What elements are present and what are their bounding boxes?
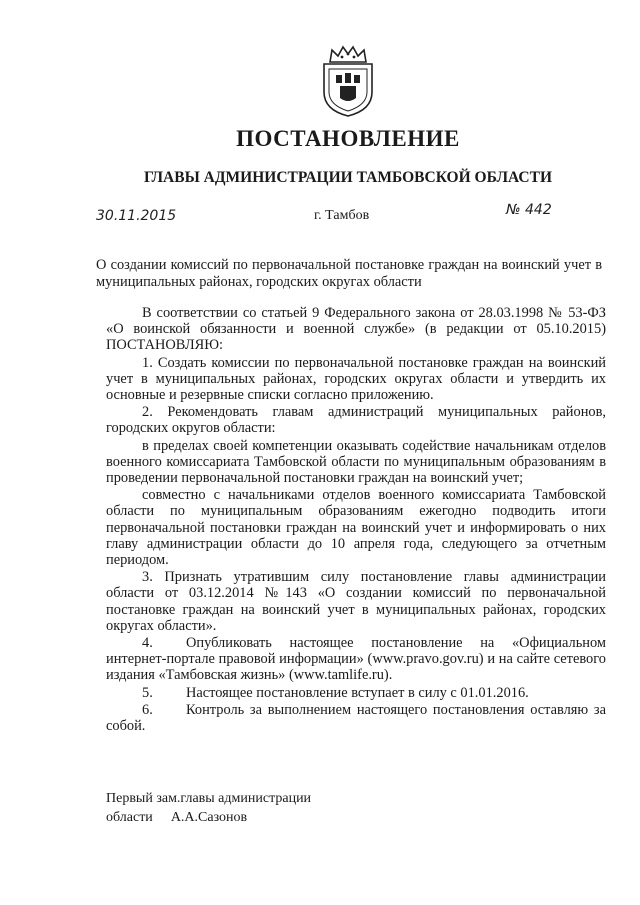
paragraph-2: 2. Рекомендовать главам администраций муниципальных районов, городских округов области:: [106, 404, 606, 437]
paragraph-6-text: Контроль за выполнением настоящего постановления оставляю за собой.: [106, 701, 606, 735]
document-body: [106, 305, 606, 735]
coat-of-arms-icon: [318, 42, 378, 118]
paragraph-4-number: 4.: [142, 635, 153, 652]
document-number: № 442: [506, 202, 552, 218]
signature-name: А.А.Сазонов: [170, 810, 248, 825]
paragraph-3: 3. Признать утратившим силу постановление главы администрации области от 03.12.2014 №143 «О создании комиссий по первоначальной постановке граждан на воинский учет в муниципальных районах, городских округах области».: [106, 569, 606, 634]
paragraph-4-text: Опубликовать настоящее постановление на «Официальном интернет-портале правовой информации» (www.pravo.gov.ru) и на сайте сетевого издания «Тамбовская жизнь» (www.tamlife.ru).: [106, 635, 606, 684]
signature-position-line2: области: [106, 810, 153, 825]
signature-position-line1: Первый зам.главы администрации: [106, 791, 312, 806]
document-date: 30.11.2015: [96, 208, 177, 224]
paragraph-2b: совместно с начальниками отделов военного комиссариата Тамбовской области по муниципальным образованиям ежегодно подводить итоги первоначальной постановки граждан на воинский учет и информировать о них главу администрации области до 10 апреля года, следующего за отчетным периодом.: [106, 487, 606, 569]
paragraph-2a: в пределах своей компетенции оказывать содействие начальникам отделов военного комиссариата Тамбовской области по муниципальным образованиям в проведении первоначальной постановки граждан на воинский учет;: [106, 437, 606, 487]
signature-block: [106, 789, 311, 827]
paragraph-1: 1. Создать комиссии по первоначальной постановке граждан на воинский учет в муниципальных районах, городских округах области и утвердить их основные и резервные списки согласно приложению.: [106, 354, 606, 404]
paragraph-5-number: 5.: [142, 684, 153, 701]
paragraph-5-text: Настоящее постановление вступает в силу с 01.01.2016.: [186, 684, 529, 701]
paragraph-6-number: 6.: [142, 701, 153, 718]
preamble-paragraph: В соответствии со статьей 9 Федерального закона от 28.03.1998 № 53-ФЗ «О воинской обязанности и военной службе» (в редакции от 05.10.2015) ПОСТАНОВЛЯЮ:: [106, 305, 606, 354]
document-about: О создании комиссий по первоначальной постановке граждан на воинский учет в муниципальных районах, городских округах области: [96, 257, 602, 290]
document-city: г. Тамбов: [314, 208, 370, 223]
document-subtitle: ГЛАВЫ АДМИНИСТРАЦИИ ТАМБОВСКОЙ ОБЛАСТИ: [143, 169, 553, 186]
signature-position-line2-row: [106, 808, 311, 827]
paragraph-5: [106, 685, 606, 701]
document-title: ПОСТАНОВЛЕНИЕ: [236, 126, 460, 151]
paragraph-4: [106, 635, 606, 684]
paragraph-6: [106, 702, 606, 734]
